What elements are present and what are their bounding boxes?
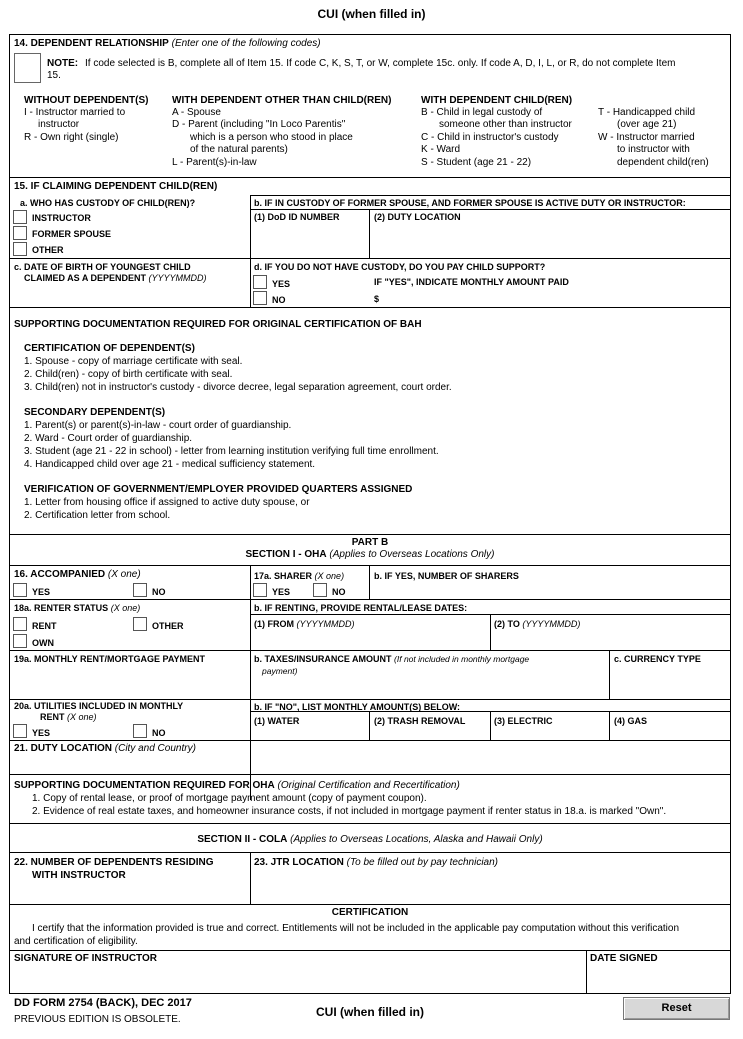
divider (9, 599, 731, 600)
col1-line: R - Own right (single) (24, 132, 119, 143)
trash-label: (2) TRASH REMOVAL (374, 716, 466, 726)
col2-line: which is a person who stood in place (190, 132, 353, 143)
col1-head: WITHOUT DEPENDENT(S) (24, 95, 149, 106)
item22-label: 22. NUMBER OF DEPENDENTS RESIDING (14, 857, 214, 868)
certification-text: I certify that the information provided is true and correct. Entitlements will not be included in the applicable pay computation without this verification (32, 923, 680, 934)
dollar-sign: $ (374, 294, 380, 304)
col2-head: WITH DEPENDENT OTHER THAN CHILD(REN) (172, 95, 392, 106)
divider (9, 307, 731, 308)
divider (609, 711, 610, 740)
item20a-label-2: RENT (X one) (40, 712, 97, 722)
item17b-label: b. IF YES, NUMBER OF SHARERS (374, 571, 519, 581)
ver-head: VERIFICATION OF GOVERNMENT/EMPLOYER PROVIDED QUARTERS ASSIGNED (24, 484, 413, 495)
col3-line: B - Child in legal custody of (421, 107, 543, 118)
col4-line: (over age 21) (617, 119, 677, 130)
item22-label-2: WITH INSTRUCTOR (32, 870, 126, 881)
cui-header: CUI (when filled in) (317, 7, 426, 21)
utilities-no-label: NO (152, 728, 166, 738)
child-support-no-checkbox[interactable] (253, 291, 267, 305)
renter-own-label: OWN (32, 638, 54, 648)
section2-title: SECTION II - COLA (Applies to Overseas Locations, Alaska and Hawaii Only) (197, 834, 543, 845)
col4-line: T - Handicapped child (598, 107, 696, 118)
bah-title: SUPPORTING DOCUMENTATION REQUIRED FOR ORIGINAL CERTIFICATION OF BAH (14, 319, 422, 330)
col2-line: A - Spouse (172, 107, 221, 118)
sec-line: 2. Ward - Court order of guardianship. (24, 433, 193, 444)
renter-other-checkbox[interactable] (133, 617, 147, 631)
divider (250, 852, 251, 904)
sharer-no-checkbox[interactable] (313, 583, 327, 597)
accompanied-no-label: NO (152, 587, 166, 597)
divider (9, 565, 731, 566)
item23-label: 23. JTR LOCATION (To be filled out by pay technician) (254, 857, 498, 868)
obsolete-note: PREVIOUS EDITION IS OBSOLETE. (14, 1014, 181, 1025)
divider (9, 823, 731, 824)
duty-location-label: (2) DUTY LOCATION (374, 212, 461, 222)
item16-label: 16. ACCOMPANIED (X one) (14, 569, 141, 580)
sec-line: 3. Student (age 21 - 22 in school) - letter from learning institution verifying full time enrollment. (24, 446, 439, 457)
rent-to-label: (2) TO (YYYYMMDD) (494, 619, 581, 629)
col2-line: of the natural parents) (190, 144, 288, 155)
note-label: NOTE: (47, 58, 79, 69)
sec-line: 1. Parent(s) or parent(s)-in-law - court order of guardianship. (24, 420, 292, 431)
divider (490, 711, 491, 740)
rent-from-label: (1) FROM (YYYYMMDD) (254, 619, 355, 629)
divider (9, 852, 731, 853)
utilities-no-checkbox[interactable] (133, 724, 147, 738)
accompanied-no-checkbox[interactable] (133, 583, 147, 597)
sharer-no-label: NO (332, 587, 346, 597)
item19c-label: c. CURRENCY TYPE (614, 654, 701, 664)
item19a-label: 19a. MONTHLY RENT/MORTGAGE PAYMENT (14, 654, 206, 664)
certification-title: CERTIFICATION (331, 907, 409, 918)
cert-line: 1. Spouse - copy of marriage certificate with seal. (24, 356, 243, 367)
divider (9, 534, 731, 535)
water-label: (1) WATER (254, 716, 300, 726)
item15-title: 15. IF CLAIMING DEPENDENT CHILD(REN) (14, 181, 218, 192)
cert-head: CERTIFICATION OF DEPENDENT(S) (24, 343, 195, 354)
renter-other-label: OTHER (152, 621, 184, 631)
col2-line: L - Parent(s)-in-law (172, 157, 257, 168)
custody-other-checkbox[interactable] (13, 242, 27, 256)
item19b-label: b. TAXES/INSURANCE AMOUNT (If not included in monthly mortgage (254, 654, 530, 664)
item18b-label: b. IF RENTING, PROVIDE RENTAL/LEASE DATES: (254, 603, 468, 613)
ver-line: 1. Letter from housing office if assigned to active duty spouse, or (24, 497, 310, 508)
gas-label: (4) GAS (614, 716, 648, 726)
sharer-yes-label: YES (272, 587, 291, 597)
reset-button[interactable]: Reset (623, 997, 730, 1020)
note-text-2: 15. (47, 70, 61, 81)
item15b-label: b. IF IN CUSTODY OF FORMER SPOUSE, AND FORMER SPOUSE IS ACTIVE DUTY OR INSTRUCTOR: (254, 198, 686, 208)
utilities-yes-checkbox[interactable] (13, 724, 27, 738)
col3-line: C - Child in instructor's custody (421, 132, 559, 143)
date-signed-label: DATE SIGNED (590, 953, 658, 964)
col3-head: WITH DEPENDENT CHILD(REN) (421, 95, 573, 106)
note-text: If code selected is B, complete all of Item 15. If code C, K, S, T, or W, complete 15c. only. If code A, D, I, L, or R, do not complete Item (85, 58, 676, 69)
divider (369, 565, 370, 599)
divider (369, 209, 370, 258)
divider (250, 209, 731, 210)
col4-line: dependent child(ren) (617, 157, 709, 168)
sec-head: SECONDARY DEPENDENT(S) (24, 407, 166, 418)
item21-label: 21. DUTY LOCATION (City and Country) (14, 743, 196, 754)
divider (9, 904, 731, 905)
amount-label: IF "YES", INDICATE MONTHLY AMOUNT PAID (374, 277, 569, 287)
col3-line: K - Ward (421, 144, 461, 155)
divider (609, 650, 610, 699)
divider (490, 614, 491, 650)
custody-former-spouse-checkbox[interactable] (13, 226, 27, 240)
divider (9, 774, 731, 775)
item19b-note: payment) (262, 666, 298, 676)
col4-line: to instructor with (617, 144, 690, 155)
cert-line: 3. Child(ren) not in instructor's custody - divorce decree, legal separation agreement, court order. (24, 382, 452, 393)
renter-rent-checkbox[interactable] (13, 617, 27, 631)
form-number: DD FORM 2754 (BACK), DEC 2017 (14, 997, 192, 1009)
col1-line: instructor (38, 119, 80, 130)
divider (9, 258, 731, 259)
accompanied-yes-checkbox[interactable] (13, 583, 27, 597)
oha-line: 2. Evidence of real estate taxes, and homeowner insurance costs, if not included in mortgage payment if renter status in 18.a. is marked "Own". (32, 806, 667, 817)
sec-line: 4. Handicapped child over age 21 - medical sufficiency statement. (24, 459, 316, 470)
divider (250, 195, 731, 196)
sharer-yes-checkbox[interactable] (253, 583, 267, 597)
divider (9, 950, 731, 951)
divider (9, 740, 731, 741)
item15c-label: c. DATE OF BIRTH OF YOUNGEST CHILD (14, 262, 191, 272)
signature-label: SIGNATURE OF INSTRUCTOR (14, 953, 157, 964)
custody-former-spouse-label: FORMER SPOUSE (32, 229, 112, 239)
col4-line: W - Instructor married (598, 132, 695, 143)
custody-other-label: OTHER (32, 245, 64, 255)
divider (9, 650, 731, 651)
col2-line: D - Parent (including "In Loco Parentis" (172, 119, 346, 130)
child-support-no-label: NO (272, 295, 286, 305)
utilities-yes-label: YES (32, 728, 51, 738)
child-support-yes-label: YES (272, 279, 291, 289)
divider (250, 195, 251, 258)
col3-line: S - Student (age 21 - 22) (421, 157, 532, 168)
ver-line: 2. Certification letter from school. (24, 510, 171, 521)
divider (250, 258, 251, 307)
item14-code-input[interactable] (14, 53, 41, 83)
renter-own-checkbox[interactable] (13, 634, 27, 648)
item17a-label: 17a. SHARER (X one) (254, 571, 345, 581)
electric-label: (3) ELECTRIC (494, 716, 553, 726)
item14-title: 14. DEPENDENT RELATIONSHIP (Enter one of the following codes) (14, 38, 321, 49)
accompanied-yes-label: YES (32, 587, 51, 597)
divider (9, 177, 731, 178)
oha-title: SUPPORTING DOCUMENTATION REQUIRED FOR OHA (Original Certification and Recertification) (14, 780, 460, 791)
item15d-label: d. IF YOU DO NOT HAVE CUSTODY, DO YOU PAY CHILD SUPPORT? (254, 262, 546, 272)
item20a-label: 20a. UTILITIES INCLUDED IN MONTHLY (14, 701, 184, 711)
item15a-label: a. WHO HAS CUSTODY OF CHILD(REN)? (20, 198, 196, 208)
section1-title: SECTION I - OHA (Applies to Overseas Locations Only) (245, 549, 495, 560)
col3-line: someone other than instructor (439, 119, 572, 130)
certification-text-2: and certification of eligibility. (14, 936, 138, 947)
partb-title: PART B (351, 537, 389, 548)
col1-line: I - Instructor married to (24, 107, 126, 118)
divider (250, 565, 251, 800)
oha-line: 1. Copy of rental lease, or proof of mortgage payment amount (copy of payment coupon). (32, 793, 427, 804)
item20b-label: b. IF "NO", LIST MONTHLY AMOUNT(S) BELOW: (254, 702, 461, 712)
cui-footer: CUI (when filled in) (316, 1005, 424, 1019)
custody-instructor-label: INSTRUCTOR (32, 213, 91, 223)
divider (586, 950, 587, 994)
cert-line: 2. Child(ren) - copy of birth certificate with seal. (24, 369, 233, 380)
child-support-yes-checkbox[interactable] (253, 275, 267, 289)
dod-id-label: (1) DoD ID NUMBER (254, 212, 340, 222)
divider (369, 711, 370, 740)
item15c-label-2: CLAIMED AS A DEPENDENT (YYYYMMDD) (24, 273, 207, 283)
custody-instructor-checkbox[interactable] (13, 210, 27, 224)
renter-rent-label: RENT (32, 621, 57, 631)
item18a-label: 18a. RENTER STATUS (X one) (14, 603, 141, 613)
